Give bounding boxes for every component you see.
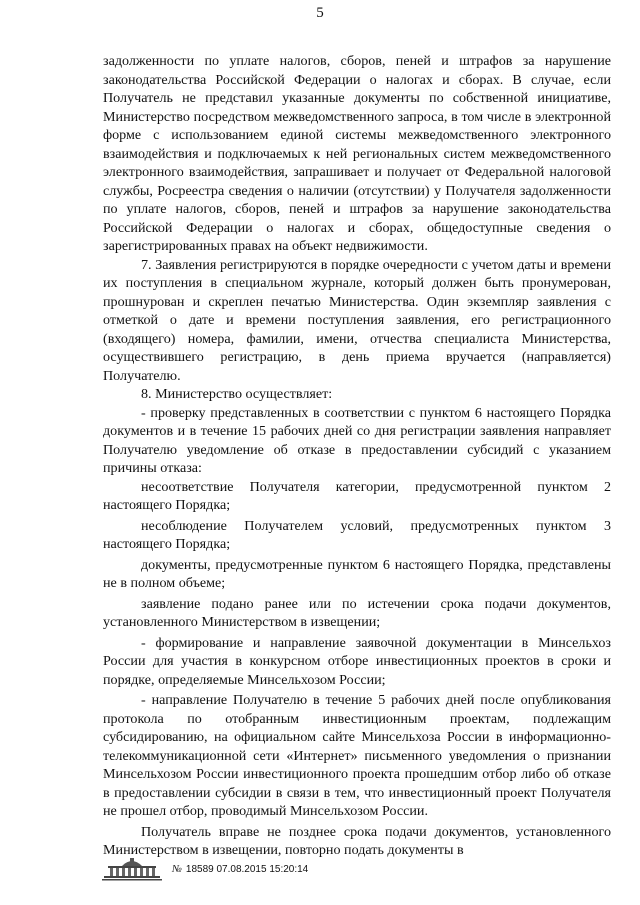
paragraph-item-8: 8. Министерство осуществляет: (141, 386, 333, 402)
page-number: 5 (316, 5, 324, 21)
number-sign: № (172, 863, 182, 875)
paragraph-resubmission: Получатель вправе не позднее срока подачи документов, установленного Министерством в извещении, повторно подать документы в (103, 823, 611, 858)
document-body (103, 52, 611, 860)
paragraph-verification: - проверку представленных в соответствии с пунктом 6 настоящего Порядка документов и в течение 15 рабочих дней со дня регистрации заявления направляет Получателю уведомление об отказе в предоставлении субсидий с указанием причины отказа: (103, 404, 611, 476)
paragraph-reason-documents: документы, предусмотренные пунктом 6 настоящего Порядка, представлены не в полном объеме; (103, 556, 611, 591)
paragraph-notification: - направление Получателю в течение 5 рабочих дней после опубликования протокола по отобранным инвестиционным проектам, подлежащим субсидированию, на официальном сайте Минсельхоза России в информационно-телекоммуникационной сети «Интернет» письменного уведомления о признании Минсельхозом России инвестиционного проекта прошедшим отбор либо об отказе в предоставлении субсидии в связи в тем, что инвестиционный проект Получателя не прошел отбор, проводимый Минсельхозом России. (103, 692, 611, 819)
paragraph-reason-conditions: несоблюдение Получателем условий, предусмотренных пунктом 3 настоящего Порядка; (103, 517, 611, 552)
paragraph-tax-debt: задолженности по уплате налогов, сборов, пеней и штрафов за нарушение законодательства Российской Федерации о налогах и сборах. В случае, если Получатель не представил указанные документы по собственной инициативе, Министерство посредством межведомственного запроса, в том числе в электронной форме с использованием единой системы межведомственного электронного взаимодействия и подключаемых к ней региональных систем межведомственного электронного взаимодействия, запрашивает и получает от Федеральной налоговой службы, Росреестра сведения о наличии (отсутствии) у Получателя задолженности по уплате налогов, сборов, пеней и штрафов за нарушение законодательства Российской Федерации о налогах и сборах, общедоступные сведения о зарегистрированных правах на объект недвижимости. (103, 53, 611, 254)
paragraph-reason-deadline: заявление подано ранее или по истечении срока подачи документов, установленного Министерством в извещении; (103, 595, 611, 630)
registration-stamp: 18589 07.08.2015 15:20:14 (185, 863, 309, 875)
paragraph-item-7: 7. Заявления регистрируются в порядке очередности с учетом даты и времени их поступления в специальном журнале, который должен быть пронумерован, прошнурован и скреплен печатью Министерства. Один экземпляр заявления с отметкой о дате и времени поступления заявления, его регистрационного (входящего) номера, фамилии, имени, отчества специалиста Министерства, осуществившего регистрацию, в день приема вручается (направляется) Получателю. (103, 256, 611, 384)
paragraph-forming-documentation: - формирование и направление заявочной документации в Минсельхоз России для участия в конкурсном отборе инвестиционных проектов в сроки и порядке, определяемые Минсельхозом России; (103, 634, 611, 688)
government-building-icon (100, 857, 164, 881)
document-footer (100, 856, 308, 882)
paragraph-reason-category: несоответствие Получателя категории, предусмотренной пунктом 2 настоящего Порядка; (103, 478, 611, 513)
